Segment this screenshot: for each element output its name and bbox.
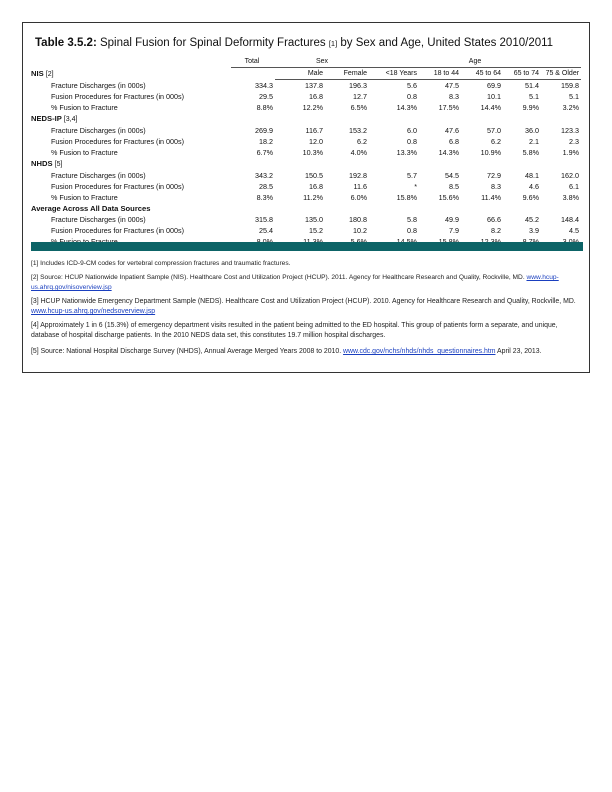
table-cell: 10.2 <box>353 226 367 235</box>
col-65-74: 65 to 74 <box>503 68 541 80</box>
table-cell: 11.4% <box>481 193 501 202</box>
table-cell: 47.5 <box>445 81 459 90</box>
col-18-44: 18 to 44 <box>419 68 461 80</box>
table-cell: 6.2 <box>491 137 501 146</box>
table-cell: 66.6 <box>487 215 501 224</box>
divider-band <box>31 242 583 251</box>
table-cell: 54.5 <box>445 171 459 180</box>
footnote-3-text: [3] HCUP Nationwide Emergency Department Sample (NEDS). Healthcare Cost and Utilization Project (HCUP). 2010. Agency for Healthcare Research and Quality, Rockville, MD. <box>31 298 576 305</box>
section-header-row <box>31 113 581 125</box>
table-cell: 3.9 <box>529 226 539 235</box>
table-number: Table 3.5.2: <box>35 37 97 49</box>
table-cell: 17.5% <box>438 103 459 112</box>
table-cell: 4.5 <box>569 226 580 235</box>
table-cell: 57.0 <box>487 126 501 135</box>
table-cell: 11.6 <box>353 182 367 191</box>
table-cell: * <box>414 182 417 191</box>
table-cell: 192.8 <box>349 171 367 180</box>
table-cell: 15.6% <box>438 193 459 202</box>
table-cell: 48.1 <box>525 171 539 180</box>
table-cell: 12.0 <box>309 137 323 146</box>
table-cell: 8.3 <box>449 92 459 101</box>
table-cell: 6.5% <box>350 103 367 112</box>
data-table <box>31 56 581 247</box>
row-label: % Fusion to Fracture <box>51 148 118 157</box>
section-ref: [2] <box>45 70 54 78</box>
col-under-18: <18 Years <box>369 68 419 80</box>
table-cell: 36.0 <box>525 126 539 135</box>
row-label: % Fusion to Fracture <box>51 103 118 112</box>
col-75-older: 75 & Older <box>541 68 581 80</box>
col-male: Male <box>275 68 325 80</box>
table-cell: 0.8 <box>407 137 417 146</box>
table-cell: 15.8% <box>396 193 417 202</box>
row-label: Fracture Discharges (in 000s) <box>51 126 146 135</box>
row-label: Fracture Discharges (in 000s) <box>51 171 146 180</box>
table-cell: 18.2 <box>259 137 273 146</box>
table-cell: 135.0 <box>305 215 323 224</box>
table-cell: 2.3 <box>569 137 580 146</box>
table-cell: 3.8% <box>562 193 580 202</box>
table-row <box>31 91 581 102</box>
table-cell: 10.1 <box>487 92 501 101</box>
footnote-5-link[interactable]: www.cdc.gov/nchs/nhds/nhds_questionnaires.htm <box>343 348 496 355</box>
table-row <box>31 125 581 136</box>
table-cell: 334.3 <box>255 80 273 90</box>
table-cell: 6.0% <box>350 193 367 202</box>
table-row <box>31 170 581 181</box>
table-cell: 180.8 <box>349 215 367 224</box>
table-cell: 15.2 <box>309 226 323 235</box>
section-name: NHDS <box>31 159 53 168</box>
table-cell: 5.8 <box>407 215 417 224</box>
table-cell: 4.0% <box>350 148 367 157</box>
table-cell: 148.4 <box>561 215 580 224</box>
table-cell: 14.4% <box>480 103 501 112</box>
row-label: Fusion Procedures for Fractures (in 000s) <box>51 182 185 191</box>
section-title <box>31 113 581 125</box>
table-cell: 7.9 <box>449 226 459 235</box>
table-cell: 12.2% <box>302 103 323 112</box>
table-row <box>31 214 581 225</box>
title-rest: by Sex and Age, United States 2010/2011 <box>337 37 554 49</box>
table-cell: 4.6 <box>529 182 539 191</box>
table-cell: 14.3% <box>438 148 459 157</box>
table-cell: 8.5 <box>449 182 459 191</box>
table-cell: 2.1 <box>529 137 539 146</box>
footnote-3 <box>31 297 583 317</box>
table-cell: 49.9 <box>445 215 459 224</box>
table-cell: 10.3% <box>302 148 323 157</box>
table-cell: 9.9% <box>522 103 539 112</box>
table-cell: 8.3% <box>256 193 273 202</box>
section-header-row <box>31 158 581 170</box>
table-row <box>31 192 581 203</box>
table-cell: 116.7 <box>305 126 323 135</box>
table-cell: 16.8 <box>309 182 323 191</box>
table-cell: 269.9 <box>255 126 273 135</box>
table-cell: 5.1 <box>569 92 580 101</box>
table-frame <box>22 22 590 373</box>
table-cell: 9.6% <box>522 193 539 202</box>
table-row <box>31 181 581 192</box>
table-cell: 137.8 <box>305 81 323 90</box>
section-name: Average Across All Data Sources <box>31 204 151 213</box>
row-label: Fusion Procedures for Fractures (in 000s) <box>51 92 185 101</box>
table-cell: 13.3% <box>396 148 417 157</box>
row-label: Fracture Discharges (in 000s) <box>51 215 146 224</box>
table-cell: 25.4 <box>259 226 273 235</box>
section-title <box>31 203 581 214</box>
table-cell: 6.1 <box>569 182 580 191</box>
footnote-1: [1] Includes ICD-9-CM codes for vertebral compression fractures and traumatic fractures. <box>31 260 291 267</box>
section-title <box>31 158 581 170</box>
header-sex: Sex <box>275 56 369 68</box>
col-female: Female <box>325 68 369 80</box>
header-section-nis <box>31 68 231 80</box>
footnote-2-text: [2] Source: HCUP Nationwide Inpatient Sample (NIS). Healthcare Cost and Utilization Project (HCUP). 2011. Agency for Healthcare Research and Quality, Rockville, MD. <box>31 274 527 281</box>
title-ref: [1] <box>328 39 338 48</box>
table-cell: 5.1 <box>529 92 539 101</box>
table-cell: 12.7 <box>353 92 367 101</box>
table-cell: 196.3 <box>349 81 367 90</box>
table-title <box>35 37 553 49</box>
table-cell: 47.6 <box>445 126 459 135</box>
table-row <box>31 102 581 113</box>
footnote-3-link[interactable]: www.hcup-us.ahrq.gov/nedsoverview.jsp <box>31 308 156 315</box>
row-label: Fracture Discharges (in 000s) <box>51 80 146 90</box>
table-cell: 123.3 <box>561 126 580 135</box>
table-cell: 11.2% <box>303 193 323 202</box>
title-main: Spinal Fusion for Spinal Deformity Fractures <box>96 37 329 49</box>
table-row <box>31 80 581 92</box>
table-cell: 5.6 <box>407 81 417 90</box>
table-cell: 153.2 <box>349 126 367 135</box>
footnote-5 <box>31 347 583 357</box>
footnote-5-text: [5] Source: National Hospital Discharge Survey (NHDS), Annual Average Merged Years 2008 to 2010. <box>31 348 344 355</box>
table-cell: 6.0 <box>407 126 417 135</box>
table-cell: 16.8 <box>309 92 323 101</box>
footnote-2 <box>31 273 583 293</box>
table-cell: 162.0 <box>561 171 580 180</box>
table-cell: 343.2 <box>255 171 273 180</box>
col-45-64: 45 to 64 <box>461 68 503 80</box>
section-ref: [3,4] <box>63 116 78 123</box>
header-age: Age <box>369 56 581 68</box>
table-cell: 0.8 <box>407 226 417 235</box>
table-cell: 8.8% <box>256 103 273 112</box>
table-cell: 29.5 <box>259 92 273 101</box>
table-cell: 3.2% <box>562 103 580 112</box>
table-cell: 1.9% <box>562 148 580 157</box>
table-cell: 6.8 <box>449 137 459 146</box>
footnote-5-date: April 23, 2013. <box>495 348 542 355</box>
table-cell: 45.2 <box>525 215 539 224</box>
table-cell: 8.2 <box>491 226 501 235</box>
table-cell: 5.7 <box>407 171 417 180</box>
table-row <box>31 225 581 236</box>
row-label: Fusion Procedures for Fractures (in 000s) <box>51 137 185 146</box>
section-name: NIS <box>31 68 44 78</box>
table-cell: 159.8 <box>561 81 580 90</box>
table-row <box>31 136 581 147</box>
table-cell: 6.7% <box>256 148 273 157</box>
table-cell: 8.3 <box>491 182 501 191</box>
section-name: NEDS-IP <box>31 114 62 123</box>
section-ref: [5] <box>54 161 63 168</box>
table-cell: 69.9 <box>487 81 501 90</box>
table-cell: 0.8 <box>407 92 417 101</box>
header-row-groups <box>31 56 581 68</box>
table-cell: 10.9% <box>480 148 501 157</box>
table-cell: 5.8% <box>522 148 539 157</box>
footnote-4: [4] Approximately 1 in 6 (15.3%) of emergency department visits resulted in the patient being admitted to the ED hospital. This group of patients form a separate, and unique, database of hospital discharge patients. In the 2010 NEDS data set, this constitutes 19.7 million hospital discharges. <box>31 322 558 339</box>
footnotes <box>31 259 583 361</box>
section-header-row <box>31 203 581 214</box>
row-label: Fusion Procedures for Fractures (in 000s) <box>51 226 185 235</box>
table-cell: 14.3% <box>396 103 417 112</box>
table-cell: 150.5 <box>305 171 323 180</box>
row-label: % Fusion to Fracture <box>51 193 118 202</box>
table-row <box>31 147 581 158</box>
header-row-columns <box>31 68 581 80</box>
table-cell: 6.2 <box>357 137 367 146</box>
table-cell: 315.8 <box>255 215 273 224</box>
table-body <box>31 80 581 248</box>
footnote-2-link[interactable]: www.hcup-us.ahrq.gov/nisoverview.jsp <box>31 274 559 291</box>
table-cell: 72.9 <box>487 171 501 180</box>
header-total: Total <box>231 56 275 68</box>
table-cell: 51.4 <box>525 81 539 90</box>
table-cell: 28.5 <box>259 182 273 191</box>
